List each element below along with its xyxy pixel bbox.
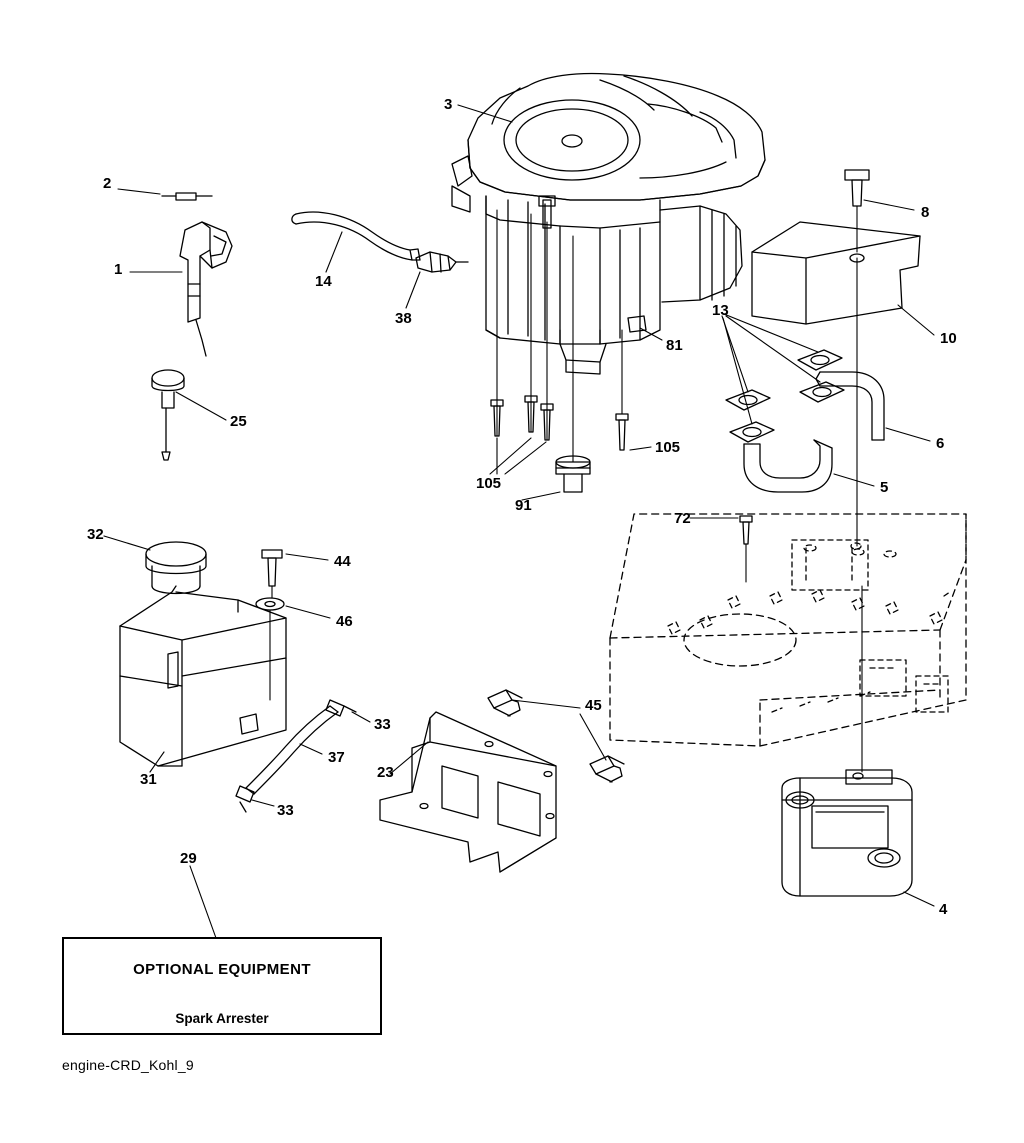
callout-81: 81: [666, 337, 683, 354]
callout-44: 44: [334, 553, 351, 570]
callout-25: 25: [230, 413, 247, 430]
bolts-105: [491, 396, 628, 450]
figure-caption: engine-CRD_Kohl_9: [62, 1057, 194, 1073]
callout-46: 46: [336, 613, 353, 630]
callout-6: 6: [936, 435, 945, 452]
callout-1: 1: [114, 261, 123, 278]
callout-31: 31: [140, 771, 157, 788]
optional-equipment-box: [62, 937, 382, 1035]
callout-105-left: 105: [476, 475, 502, 492]
callout-14: 14: [315, 273, 332, 290]
callout-3: 3: [444, 96, 453, 113]
callout-29: 29: [180, 850, 197, 867]
optional-equipment-title: OPTIONAL EQUIPMENT: [133, 961, 311, 978]
callout-4: 4: [939, 901, 948, 918]
heat-shield-10: [752, 222, 920, 324]
chassis-frame-details: [668, 540, 950, 712]
callout-23: 23: [377, 764, 394, 781]
callout-2: 2: [103, 175, 112, 192]
throttle-bracket-assembly: [162, 193, 232, 356]
callout-91: 91: [515, 497, 532, 514]
callout-10: 10: [940, 330, 957, 347]
callout-45: 45: [585, 697, 602, 714]
fuel-fitting-38: [416, 252, 468, 272]
engine-assembly: [452, 74, 765, 375]
optional-equipment-item-spark-arrester: Spark Arrester: [175, 1011, 269, 1026]
callout-105-right: 105: [655, 439, 681, 456]
choke-cable-assembly: [152, 370, 184, 460]
callout-5: 5: [880, 479, 889, 496]
callout-13: 13: [712, 302, 729, 319]
callout-72: 72: [674, 510, 691, 527]
washer-46: [256, 598, 284, 610]
bracket-23: [380, 712, 556, 872]
callout-33-upper: 33: [374, 716, 391, 733]
callout-8: 8: [921, 204, 930, 221]
bolt-44: [262, 550, 282, 586]
callout-37: 37: [328, 749, 345, 766]
fuel-tank-31: [120, 542, 286, 766]
callout-33-lower: 33: [277, 802, 294, 819]
gaskets-13: [726, 350, 844, 442]
muffler-4: [782, 770, 912, 896]
fuel-hose-14: [292, 212, 420, 260]
callout-32: 32: [87, 526, 104, 543]
callout-38: 38: [395, 310, 412, 327]
bolt-72: [740, 516, 752, 544]
chassis-frame: [610, 514, 966, 746]
leader-lines: [104, 105, 934, 938]
